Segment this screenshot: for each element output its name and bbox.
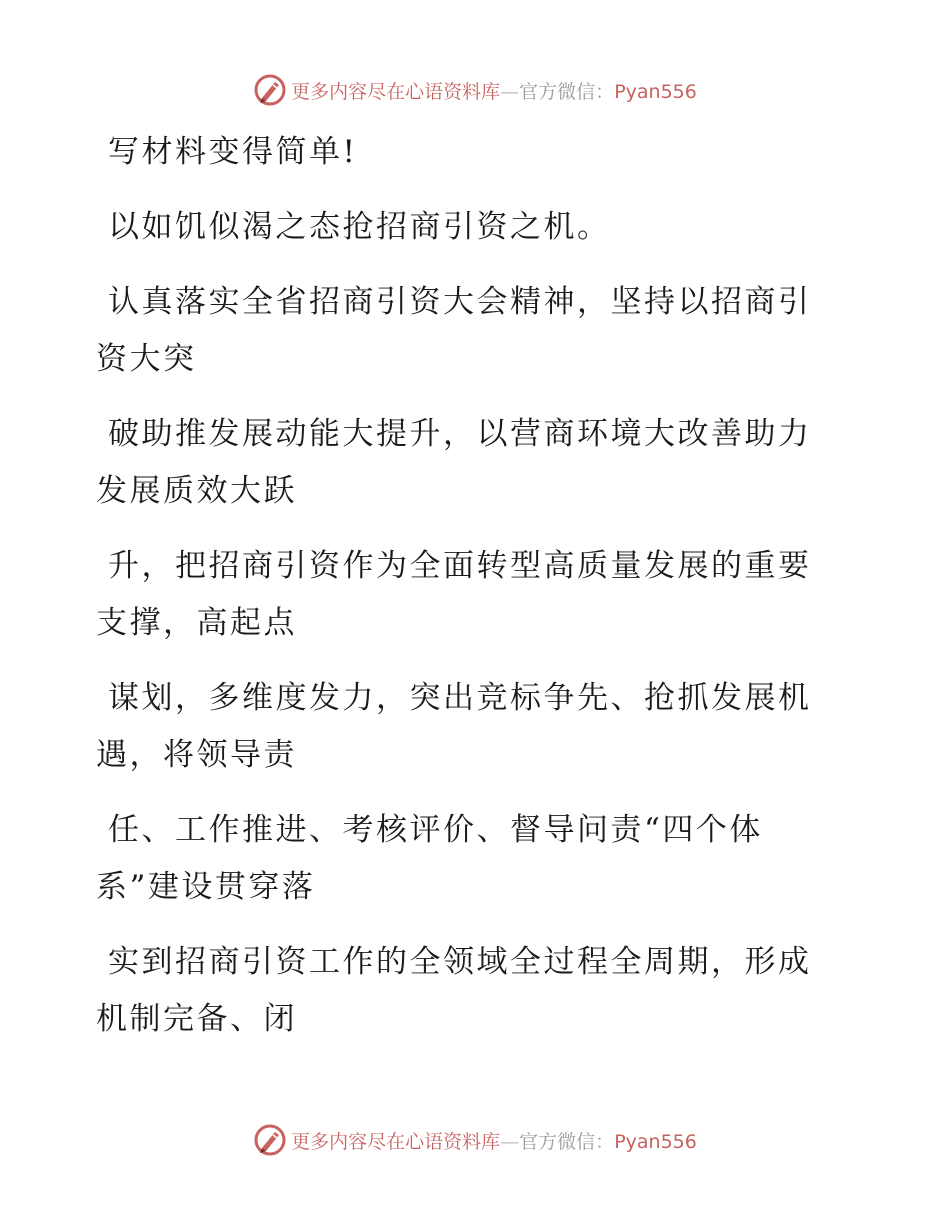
paragraph-8-line-2: 机制完备、闭 [96,1001,297,1037]
paragraph-6-line-1: 谋划，多维度发力，突出竞标争先、抢抓发展机 [108,680,812,716]
footer-separator: — [500,1130,520,1153]
footer-banner [0,1120,950,1160]
pen-circle-logo-icon [253,73,287,107]
paragraph-6-line-2: 遇，将领导责 [96,737,297,773]
paragraph-7-line-2: 系”建设贯穿落 [96,869,316,905]
paragraph-2 [96,199,836,256]
paragraph-3-line-1: 认真落实全省招商引资大会精神，坚持以招商引 [108,284,812,320]
header-text [291,77,697,104]
header-banner [0,70,950,110]
footer-label: 官方微信： [519,1130,615,1153]
paragraph-4 [96,406,836,520]
paragraph-8 [96,934,836,1048]
paragraph-4-line-1: 破助推发展动能大提升，以营商环境大改善助力 [108,416,812,452]
paragraph-6 [96,670,836,784]
paragraph-2-line-1: 以如饥似渴之态抢招商引资之机。 [108,209,611,245]
paragraph-4-line-2: 发展质效大跃 [96,473,297,509]
header-main-text: 更多内容尽在心语资料库 [291,80,501,103]
pen-circle-logo-icon [253,1123,287,1157]
footer-text [291,1127,697,1154]
header-wechat-id: Pyan556 [614,80,697,103]
paragraph-5-line-1: 升，把招商引资作为全面转型高质量发展的重要 [108,548,812,584]
footer-wechat-id: Pyan556 [614,1130,697,1153]
paragraph-5 [96,538,836,652]
header-separator: — [500,80,520,103]
footer-main-text: 更多内容尽在心语资料库 [291,1130,501,1153]
paragraph-3 [96,274,836,388]
paragraph-8-line-1: 实到招商引资工作的全领域全过程全周期，形成 [108,944,812,980]
paragraph-1-line-1: 写材料变得简单! [108,134,358,170]
paragraph-5-line-2: 支撑，高起点 [96,605,297,641]
paragraph-1 [96,124,836,181]
paragraph-3-line-2: 资大突 [96,341,197,377]
paragraph-7-line-1: 任、工作推进、考核评价、督导问责“四个体 [108,812,763,848]
document-body [96,124,836,1066]
header-label: 官方微信： [519,80,615,103]
paragraph-7 [96,802,836,916]
